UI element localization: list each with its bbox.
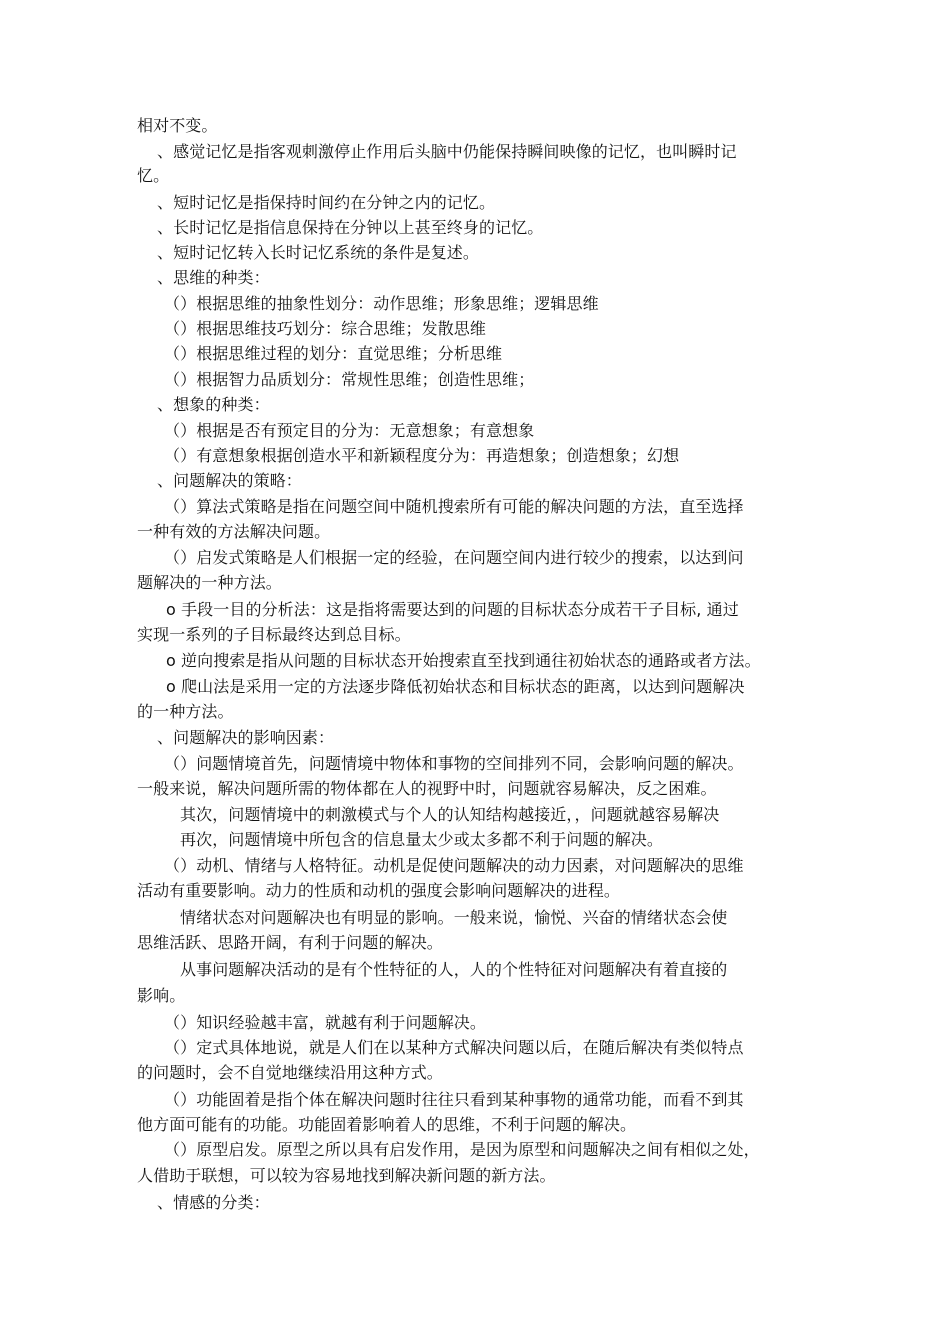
text-line: （）根据是否有预定目的分为：无意想象；有意想象 [164,421,535,440]
text-line: （）启发式策略是人们根据一定的经验，在问题空间内进行较少的搜索，以达到问 [164,548,744,567]
text-line: （）根据思维过程的划分：直觉思维；分析思维 [164,344,503,363]
text-line: 再次，问题情境中所包含的信息量太少或太多都不利于问题的解决。 [180,830,664,849]
text-line: 、长时记忆是指信息保持在分钟以上甚至终身的记忆。 [157,218,544,237]
text-line: 人借助于联想，可以较为容易地找到解决新问题的新方法。 [137,1166,556,1185]
text-line: 一般来说，解决问题所需的物体都在人的视野中时，问题就容易解决，反之困难。 [137,779,717,798]
text-line: 、短时记忆是指保持时间约在分钟之内的记忆。 [157,193,496,212]
text-line: 的问题时，会不自觉地继续沿用这种方式。 [137,1063,443,1082]
text-line: （）有意想象根据创造水平和新颖程度分为：再造想象；创造想象；幻想 [164,446,680,465]
text-line: 、短时记忆转入长时记忆系统的条件是复述。 [157,243,480,262]
text-line: 思维活跃、思路开阔，有利于问题的解决。 [137,933,443,952]
text-line: 的一种方法。 [137,702,234,721]
text-line: （）动机、情绪与人格特征。动机是促使问题解决的动力因素，对问题解决的思维 [164,856,744,875]
text-line: 、想象的种类： [157,395,270,414]
text-line: 实现一系列的子目标最终达到总目标。 [137,625,411,644]
text-line: 从事问题解决活动的是有个性特征的人，人的个性特征对问题解决有着直接的 [180,960,728,979]
text-line: o 逆向搜索是指从问题的目标状态开始搜索直至找到通往初始状态的通路或者方法。 [166,651,761,670]
text-line: （）根据智力品质划分：常规性思维；创造性思维； [164,370,535,389]
text-line: 、情感的分类： [157,1193,270,1212]
text-line: 、感觉记忆是指客观刺激停止作用后头脑中仍能保持瞬间映像的记忆，也叫瞬时记 [157,142,737,161]
text-line: （）根据思维的抽象性划分：动作思维；形象思维；逻辑思维 [164,294,599,313]
text-line: （）算法式策略是指在问题空间中随机搜索所有可能的解决问题的方法，直至选择 [164,497,744,516]
text-line: 其次，问题情境中的刺激模式与个人的认知结构越接近，，问题就越容易解决 [180,805,720,824]
text-line: （）定式具体地说，就是人们在以某种方式解决问题以后，在随后解决有类似特点 [164,1038,744,1057]
text-line: 相对不变。 [137,116,218,135]
text-line: o 手段一目的分析法：这是指将需要达到的问题的目标状态分成若干子目标, 通过 [166,600,739,619]
text-line: 忆。 [137,166,170,185]
text-line: o 爬山法是采用一定的方法逐步降低初始状态和目标状态的距离，以达到问题解决 [166,677,745,696]
text-line: （）问题情境首先，问题情境中物体和事物的空间排列不同，会影响问题的解决。 [164,754,744,773]
text-line: 活动有重要影响。动力的性质和动机的强度会影响问题解决的进程。 [137,881,621,900]
text-line: 影响。 [137,986,186,1005]
text-line: （）知识经验越丰富，就越有利于问题解决。 [164,1013,487,1032]
text-line: 、问题解决的影响因素： [157,728,335,747]
text-line: 他方面可能有的功能。功能固着影响着人的思维，不利于问题的解决。 [137,1115,637,1134]
text-line: 一种有效的方法解决问题。 [137,522,331,541]
text-line: （）功能固着是指个体在解决问题时往往只看到某种事物的通常功能，而看不到其 [164,1090,744,1109]
text-line: （）原型启发。原型之所以具有启发作用，是因为原型和问题解决之间有相似之处， [164,1140,760,1159]
text-line: 题解决的一种方法。 [137,573,282,592]
text-line: 、思维的种类： [157,268,270,287]
text-line: 情绪状态对问题解决也有明显的影响。一般来说，愉悦、兴奋的情绪状态会使 [180,908,728,927]
text-line: （）根据思维技巧划分：综合思维；发散思维 [164,319,487,338]
text-line: 、问题解决的策略： [157,471,302,490]
